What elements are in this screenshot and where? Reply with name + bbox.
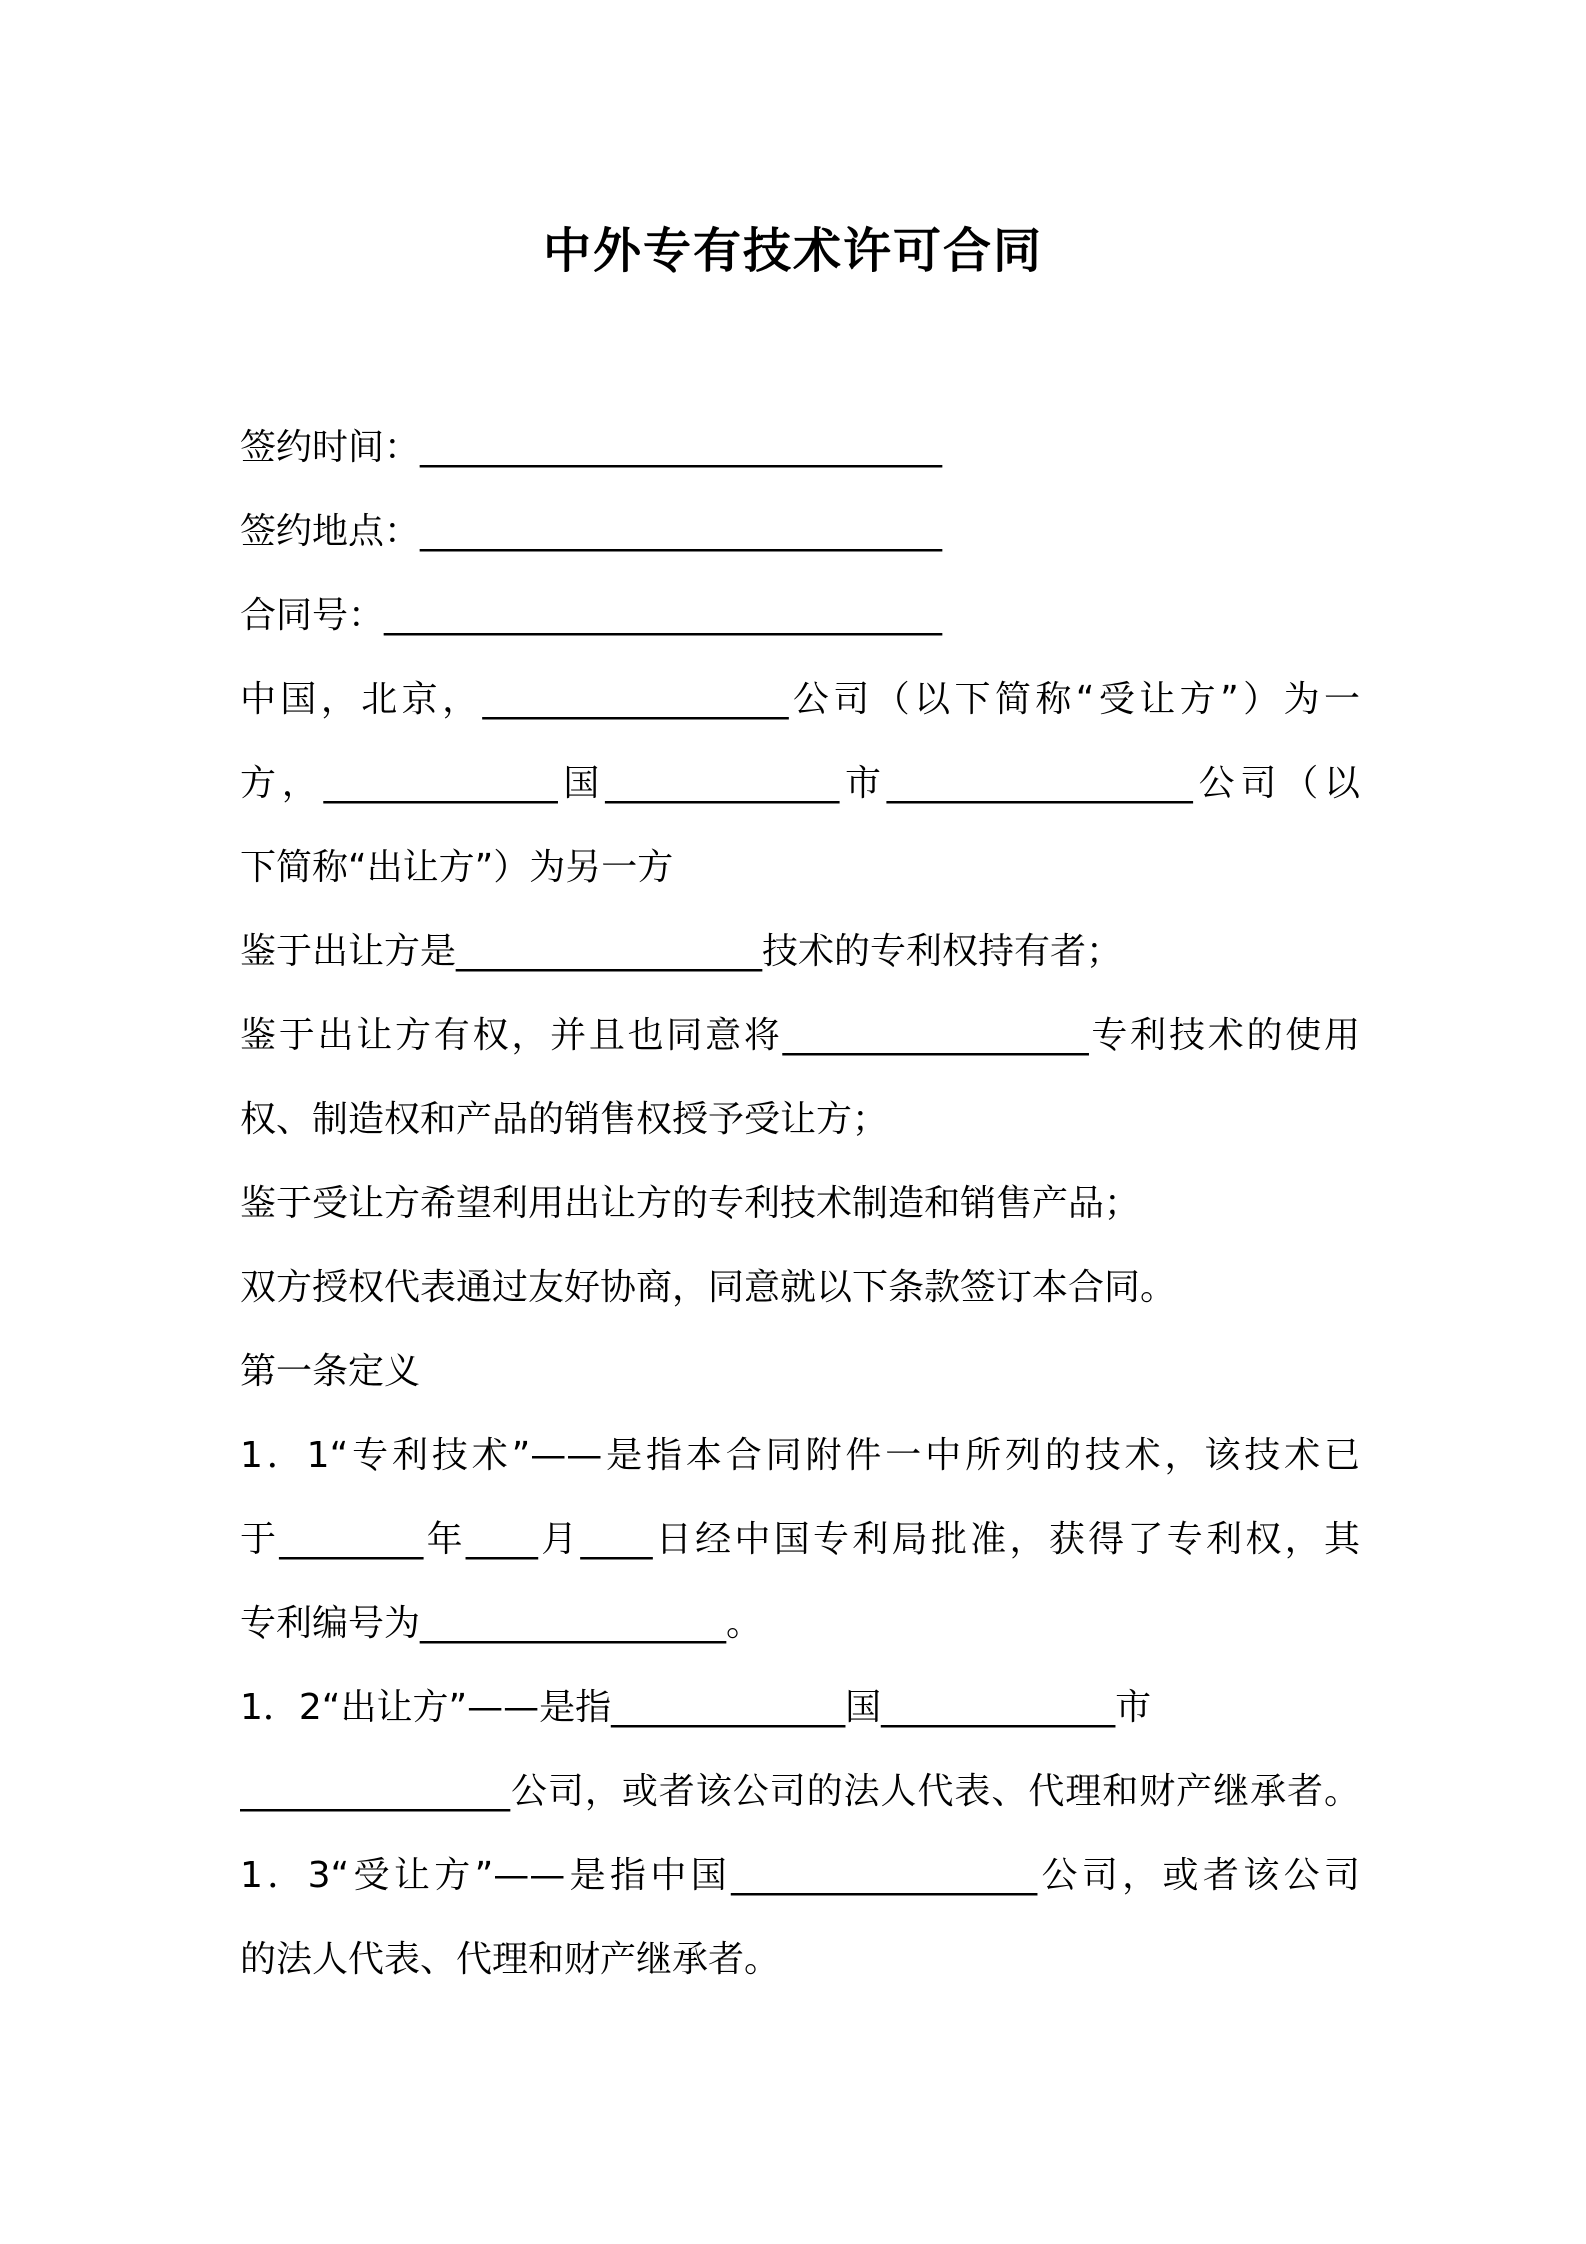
- paragraph-line: 鉴于出让方是_________________技术的专利权持有者；: [240, 931, 1123, 972]
- contract-number-line: 合同号：_______________________________: [240, 595, 943, 636]
- clause-line: 1．1“专利技术”——是指本合同附件一中所列的技术，该技术已: [240, 1435, 1360, 1476]
- clause-line: 于________年____月____日经中国专利局批准，获得了专利权，其: [240, 1519, 1360, 1560]
- article-heading: 第一条定义: [240, 1351, 421, 1392]
- paragraph-line: 中国，北京，_________________公司（以下简称“受让方”）为一: [240, 679, 1360, 720]
- clause-line: 1．2“出让方”——是指_____________国_____________市: [240, 1687, 1152, 1728]
- clause-line: 1．3“受让方”——是指中国_________________公司，或者该公司: [240, 1855, 1360, 1896]
- paragraph-line: 鉴于受让方希望利用出让方的专利技术制造和销售产品；: [240, 1183, 1141, 1224]
- paragraph-line: 双方授权代表通过友好协商，同意就以下条款签订本合同。: [240, 1267, 1177, 1308]
- paragraph-line: 权、制造权和产品的销售权授予受让方；: [240, 1099, 889, 1140]
- document-body: [240, 406, 1360, 2002]
- document-title: 中外专有技术许可合同: [542, 223, 1043, 279]
- signing-place-line: 签约地点：_____________________________: [240, 511, 943, 552]
- paragraph-line: 方，_____________国_____________市_________________公司（以: [240, 763, 1360, 804]
- clause-line: _______________公司，或者该公司的法人代表、代理和财产继承者。: [240, 1771, 1360, 1812]
- clause-line: 的法人代表、代理和财产继承者。: [240, 1939, 781, 1980]
- paragraph-line: 鉴于出让方有权，并且也同意将_________________专利技术的使用: [240, 1015, 1360, 1056]
- paragraph-line: 下简称“出让方”）为另一方: [240, 847, 674, 888]
- signing-time-line: 签约时间：_____________________________: [240, 427, 943, 468]
- clause-line: 专利编号为_________________。: [240, 1603, 763, 1644]
